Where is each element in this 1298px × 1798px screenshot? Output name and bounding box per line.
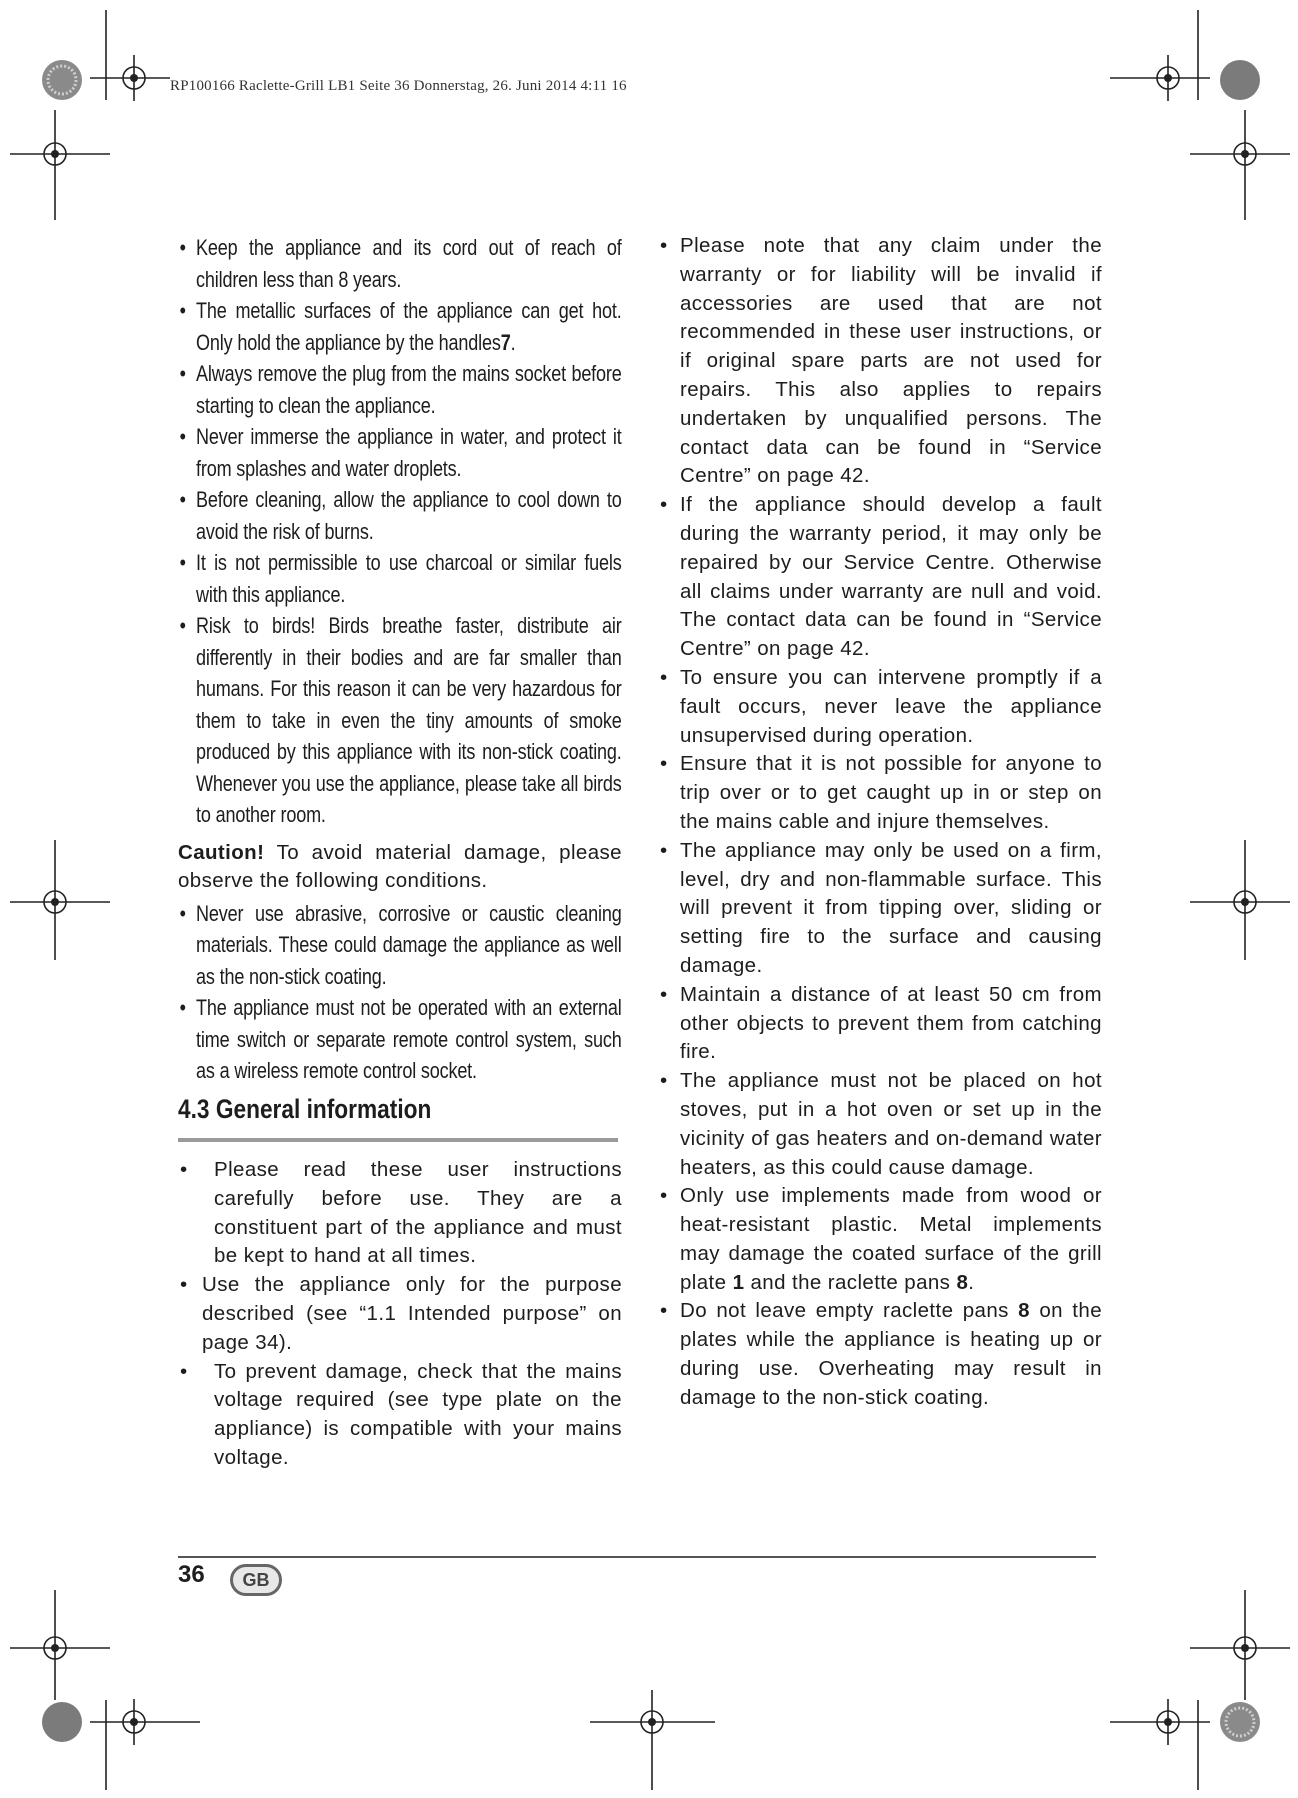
footer-rule (178, 1556, 1096, 1558)
caution-label: Caution! (178, 840, 265, 864)
list-item (178, 1271, 622, 1357)
caution-text: To avoid material damage, please observe the following conditions. (178, 840, 622, 893)
warranty-safety-list (658, 232, 1102, 1413)
list-item (178, 358, 622, 421)
safety-list (178, 232, 622, 831)
item-text: Ensure that it is not possible for anyone to trip over or to get caught up in or step on the mains cable and injure themselves. (680, 752, 1102, 833)
left-column (178, 232, 622, 1469)
item-text: Use the appliance only for the purpose described (see “1.1 Intended purpose” on page 34). (202, 1273, 622, 1354)
item-text: If the appliance should develop a fault during the warranty period, it may only be repaired by our Service Centre. Otherwise all claims under warranty are null and void. The contact data can be found in “Service Centre” on page 42. (680, 493, 1102, 661)
item-text: The metallic surfaces of the appliance can get hot. Only hold the appliance by the handles (196, 298, 622, 355)
item-text: Do not leave empty raclette pans (680, 1299, 1019, 1323)
list-item (178, 1358, 622, 1473)
item-text: Maintain a distance of at least 50 cm from other objects to prevent them from catching fire. (680, 982, 1102, 1064)
item-text: and the raclette pans (744, 1270, 957, 1294)
item-text: on the plates while the appliance is heating up or during use. Overheating may result in damage to the non-stick coating. (680, 1299, 1102, 1409)
page-number: 36 (178, 1561, 205, 1588)
item-text: The appliance may only be used on a firm, level, dry and non-flammable surface. This will prevent it from tipping over, sliding or setting fire to the surface and causing damage. (680, 838, 1102, 977)
list-item (178, 1156, 622, 1271)
item-text: Please read these user instructions carefully before use. They are a constituent part of the appliance and must be kept to hand at all times. (214, 1158, 622, 1268)
list-item (658, 981, 1102, 1067)
general-info-list (178, 1156, 622, 1473)
item-text: Always remove the plug from the mains socket before starting to clean the appliance. (196, 361, 622, 418)
print-slug-header: RP100166 Raclette-Grill LB1 Seite 36 Donnerstag, 26. Juni 2014 4:11 16 (170, 78, 627, 94)
part-reference: 8 (956, 1270, 969, 1294)
list-item (178, 295, 622, 358)
list-item (178, 992, 622, 1087)
list-item (658, 837, 1102, 981)
heading-underline (178, 1138, 618, 1142)
language-badge: GB (230, 1564, 282, 1596)
item-text: The appliance must not be placed on hot stoves, put in a hot oven or set up in the vicinity of gas heaters and on-demand water heaters, as this could cause damage. (680, 1069, 1102, 1179)
list-item (658, 232, 1102, 491)
right-column (658, 232, 1102, 1413)
item-text: Keep the appliance and its cord out of reach of children less than 8 years. (196, 235, 622, 292)
list-item (178, 610, 622, 831)
list-item (178, 898, 622, 993)
list-item (658, 664, 1102, 750)
item-text: The appliance must not be operated with an external time switch or separate remote control system, such as a wireless remote control socket. (196, 995, 622, 1084)
part-reference: 7 (500, 329, 511, 355)
list-item (178, 547, 622, 610)
part-reference: 8 (1018, 1299, 1030, 1323)
item-text: Before cleaning, allow the appliance to cool down to avoid the risk of burns. (196, 487, 622, 544)
item-text-end: . (968, 1270, 975, 1294)
list-item (658, 1067, 1102, 1182)
item-text: To ensure you can intervene promptly if a fault occurs, never leave the appliance unsupervised during operation. (680, 665, 1102, 747)
item-text: Please note that any claim under the warranty or for liability will be invalid if accessories are used that are not recommended in these user instructions, or if original spare parts are not used for repairs. This also applies to repairs undertaken by unqualified persons. The contact data can be found in “Service Centre” on page 42. (680, 234, 1102, 488)
item-text: It is not permissible to use charcoal or similar fuels with this appliance. (196, 550, 622, 607)
item-text: Never immerse the appliance in water, and protect it from splashes and water droplets. (196, 424, 622, 481)
item-text: Only use implements made from wood or heat-resistant plastic. Metal implements may damage the coated surface of the grill plate (680, 1184, 1102, 1294)
item-text: Risk to birds! Birds breathe faster, distribute air differently in their bodies and are far smaller than humans. For this reason it can be very hazardous for them to take in even the tiny amounts of smoke produced by this appliance with its non-stick coating. Whenever you use the appliance, please take all birds to another room. (196, 613, 622, 827)
caution-list (178, 898, 622, 1087)
part-reference: 1 (732, 1270, 745, 1294)
caution-paragraph (178, 839, 622, 896)
list-item (178, 232, 622, 295)
item-text: Never use abrasive, corrosive or caustic cleaning materials. These could damage the appliance as well as the non-stick coating. (196, 900, 622, 989)
list-item (178, 421, 622, 484)
item-text: To prevent damage, check that the mains voltage required (see type plate on the appliance) is compatible with your mains voltage. (214, 1359, 622, 1469)
list-item (178, 484, 622, 547)
list-item (658, 1182, 1102, 1297)
list-item (658, 750, 1102, 836)
section-heading: 4.3 General information (178, 1094, 432, 1124)
item-text-end: . (510, 329, 516, 355)
list-item (658, 1297, 1102, 1412)
list-item (658, 491, 1102, 664)
